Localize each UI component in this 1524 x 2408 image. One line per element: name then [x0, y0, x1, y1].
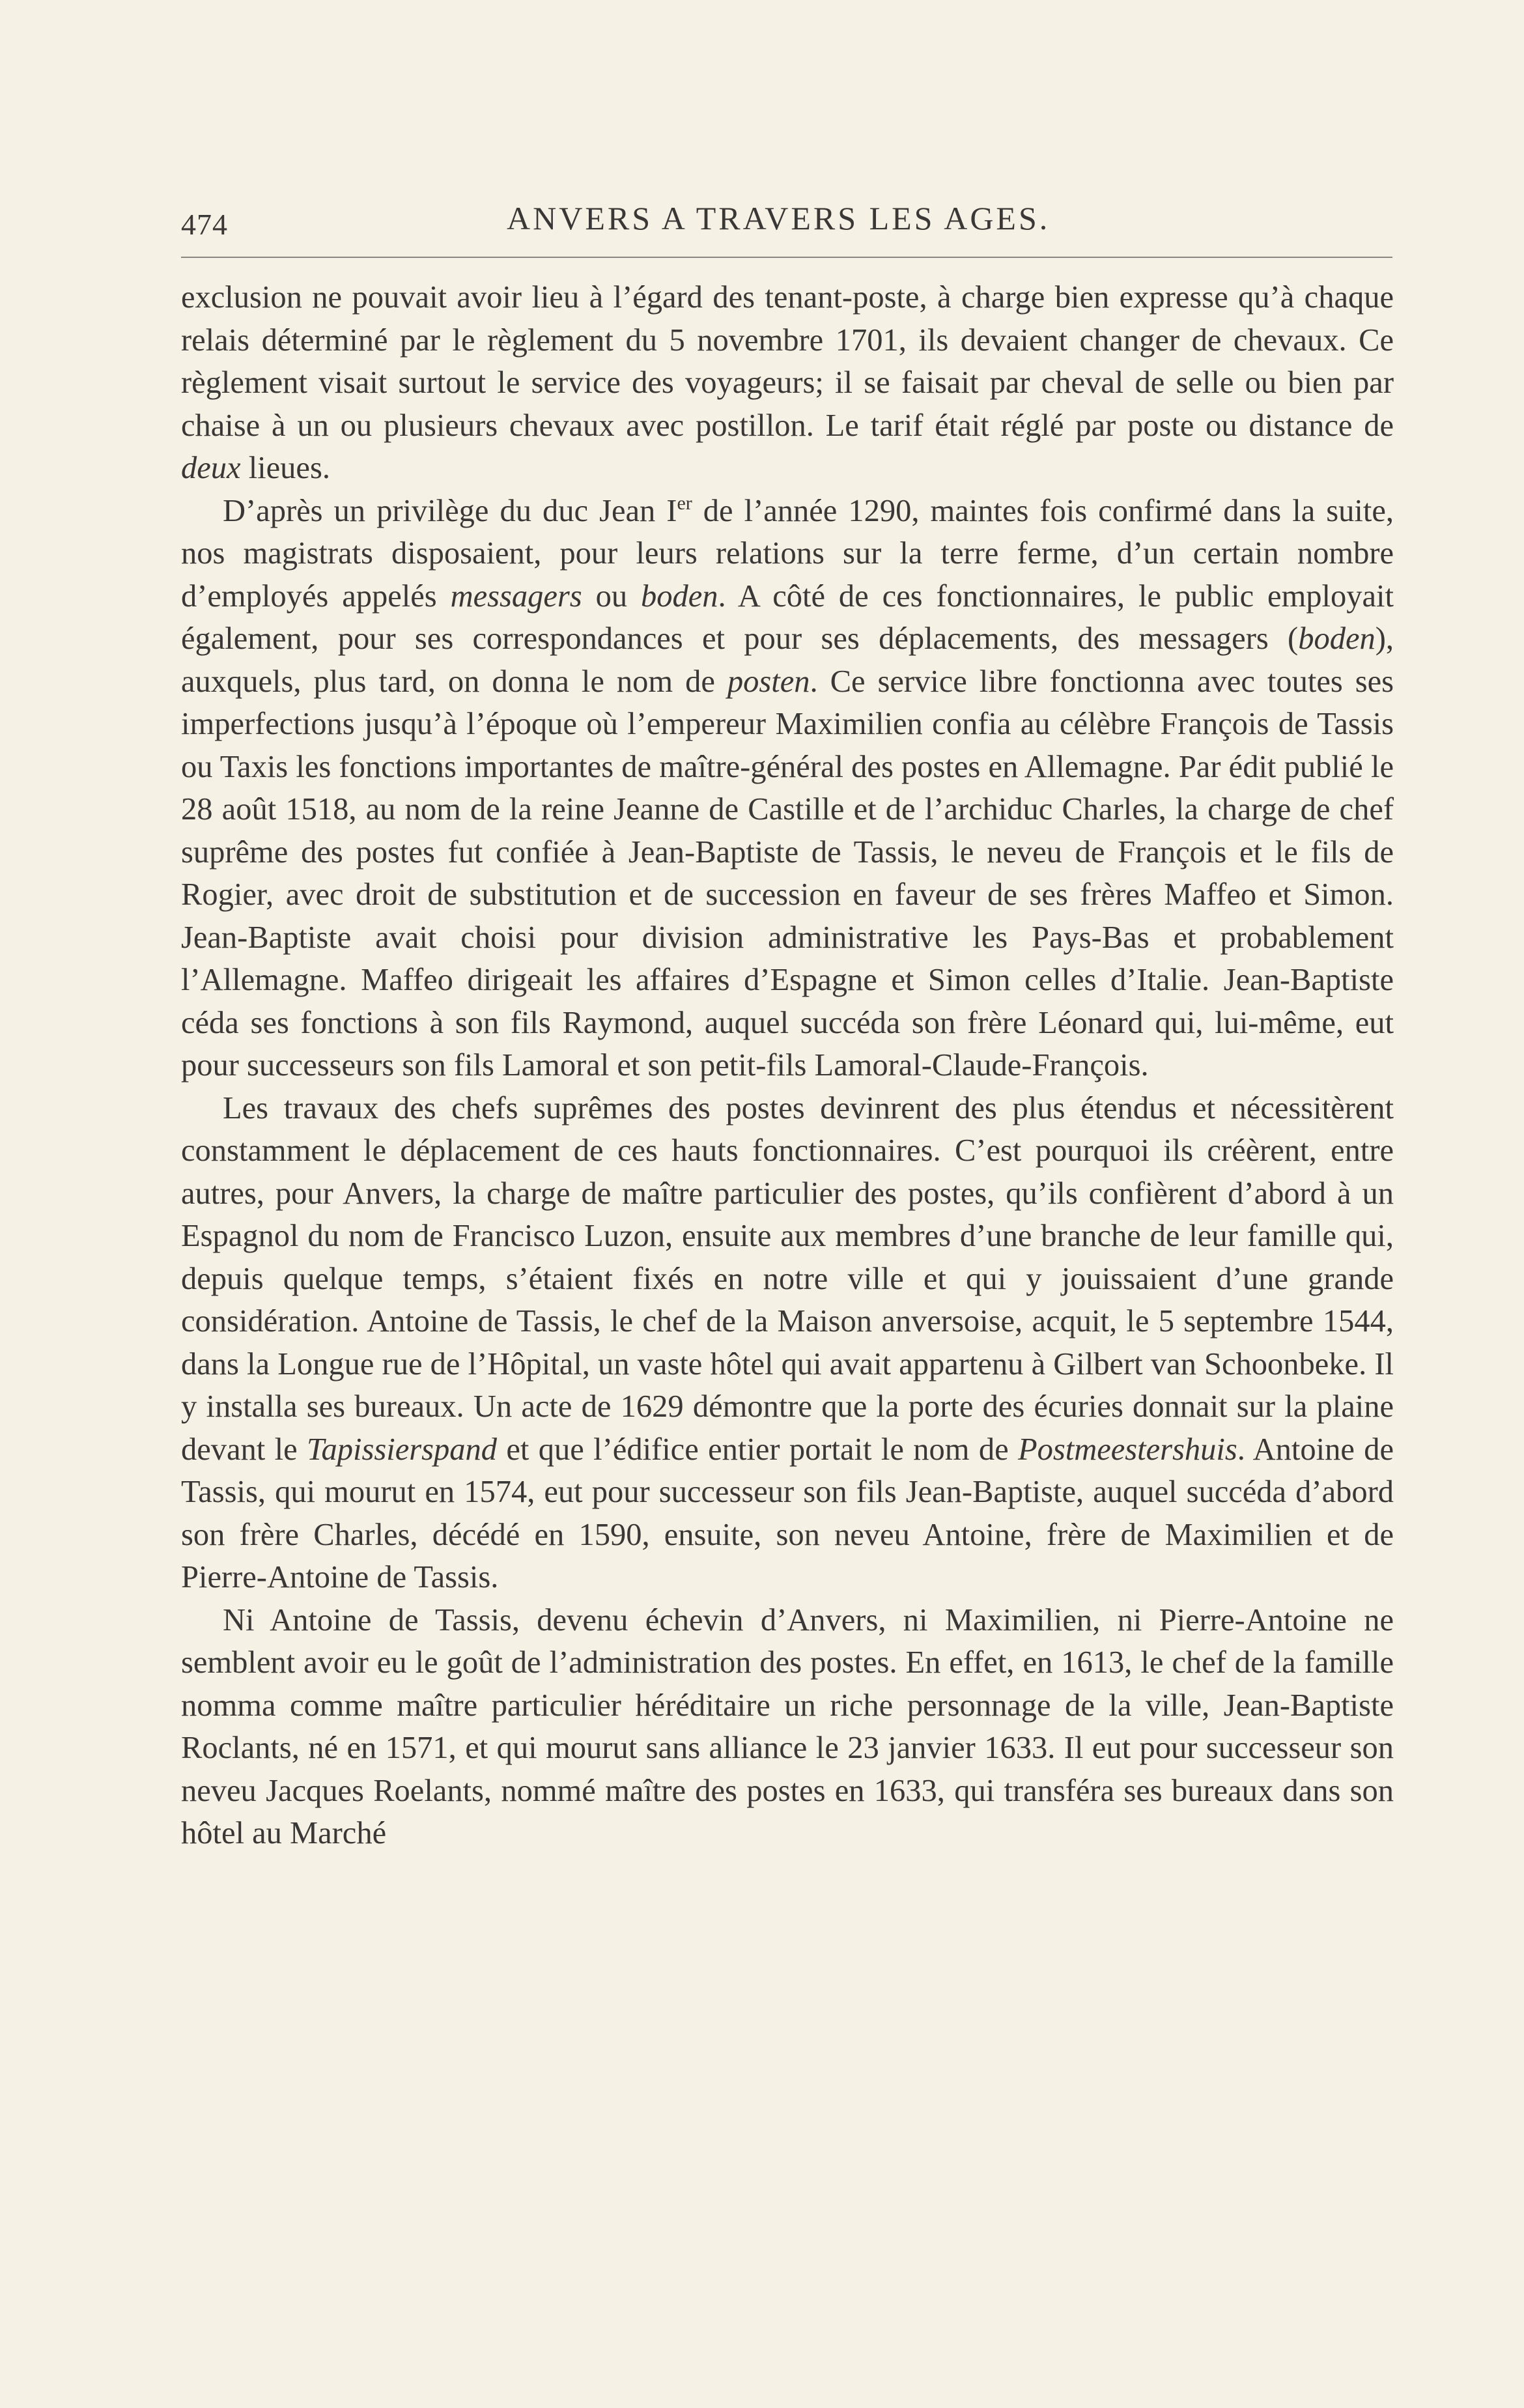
text-run: D’après un privilège du duc Jean I — [223, 493, 677, 528]
italic-run: Tapissierspand — [307, 1432, 498, 1467]
italic-run: deux — [181, 451, 241, 485]
paragraph — [181, 1087, 1394, 1599]
italic-run: posten — [727, 664, 810, 699]
text-run: . A côté de ces fonctionnaires, le public employait également, pour ses correspondances et pour ses déplacements, des messagers ( — [181, 578, 1394, 656]
paragraph — [181, 1599, 1394, 1855]
running-title: ANVERS A TRAVERS LES AGES. — [507, 200, 1051, 236]
text-run: ou — [582, 578, 642, 614]
italic-run: Postmeestershuis — [1018, 1432, 1237, 1467]
page-header — [181, 195, 1392, 248]
italic-run: messagers — [450, 578, 582, 614]
text-run: de l’année 1290, maintes fois confirmé dans la suite, nos magistrats disposaient, pour leurs relations sur la terre ferme, d’un certain nombre d’employés appelés — [181, 493, 1394, 614]
italic-run: boden — [641, 578, 718, 614]
superscript-run: er — [677, 492, 692, 514]
text-run: . Antoine de Tassis, qui mourut en 1574, eut pour successeur son fils Jean-Baptiste, auquel succéda d’abord son frère Charles, décédé en 1590, ensuite, son neveu Antoine, frère de Maximilien et de Pierre-Antoine de Tassis. — [181, 1432, 1394, 1594]
paragraph — [181, 490, 1394, 1087]
page-number: 474 — [181, 208, 228, 241]
body-text — [181, 276, 1394, 1855]
text-run: et que l’édifice entier portait le nom de — [497, 1432, 1018, 1467]
text-run: ), auxquels, plus tard, on donna le nom de — [181, 621, 1394, 699]
text-run: lieues. — [240, 451, 330, 485]
header-rule — [181, 257, 1392, 258]
paragraph — [181, 276, 1394, 490]
italic-run: boden — [1298, 621, 1376, 656]
text-run: . Ce service libre fonctionna avec toutes ses imperfections jusqu’à l’époque où l’empereur Maximilien confia au célèbre François de Tassis ou Taxis les fonctions importantes de maître-général des postes en Allemagne. Par édit publié le 28 août 1518, au nom de la reine Jeanne de Castille et de l’archiduc Charles, la charge de chef suprême des postes fut confiée à Jean-Baptiste de Tassis, le neveu de François et le fils de Rogier, avec droit de substitution et de succession en faveur de ses frères Maffeo et Simon. Jean-Baptiste avait choisi pour division administrative les Pays-Bas et probablement l’Allemagne. Maffeo dirigeait les affaires d’Espagne et Simon celles d’Italie. Jean-Baptiste céda ses fonctions à son fils Raymond, auquel succéda son frère Léonard qui, lui-même, eut pour successeurs son fils Lamoral et son petit-fils Lamoral-Claude-François. — [181, 664, 1394, 1083]
text-run: Les travaux des chefs suprêmes des postes devinrent des plus étendus et nécessitèrent constamment le déplacement de ces hauts fonctionnaires. C’est pourquoi ils créèrent, entre autres, pour Anvers, la charge de maître particulier des postes, qu’ils confièrent d’abord à un Espagnol du nom de Francisco Luzon, ensuite aux membres d’une branche de leur famille qui, depuis quelque temps, s’étaient fixés en notre ville et qui y jouissaient d’une grande considération. Antoine de Tassis, le chef de la Maison anversoise, acquit, le 5 septembre 1544, dans la Longue rue de l’Hôpital, un vaste hôtel qui avait appartenu à Gilbert van Schoonbeke. Il y installa ses bureaux. Un acte de 1629 démontre que la porte des écuries donnait sur la plaine devant le — [181, 1090, 1394, 1467]
text-run: Ni Antoine de Tassis, devenu échevin d’Anvers, ni Maximilien, ni Pierre-Antoine ne semblent avoir eu le goût de l’administration des postes. En effet, en 1613, le chef de la famille nomma comme maître particulier héréditaire un riche personnage de la ville, Jean-Baptiste Roclants, né en 1571, et qui mourut sans alliance le 23 janvier 1633. Il eut pour successeur son neveu Jacques Roelants, nommé maître des postes en 1633, qui transféra ses bureaux dans son hôtel au Marché — [181, 1602, 1394, 1850]
text-run: exclusion ne pouvait avoir lieu à l’égard des tenant-poste, à charge bien expresse qu’à chaque relais déterminé par le règlement du 5 novembre 1701, ils devaient changer de chevaux. Ce règlement visait surtout le service des voyageurs; il se faisait par cheval de selle ou bien par chaise à un ou plusieurs chevaux avec postillon. Le tarif était réglé par poste ou distance de — [181, 280, 1394, 443]
